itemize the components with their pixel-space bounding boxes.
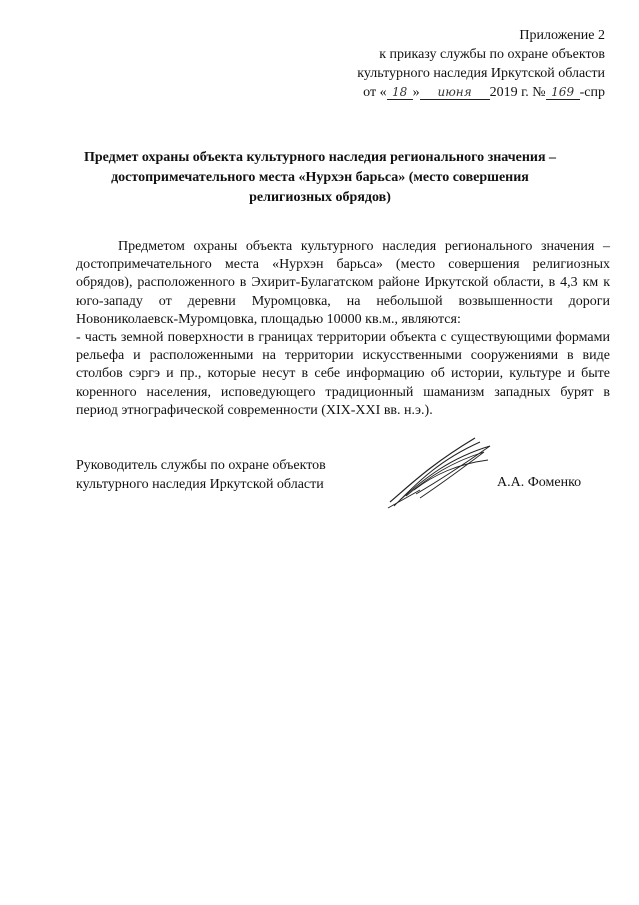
- date-prefix: от «: [363, 85, 387, 100]
- body-paragraph-1: Предметом охраны объекта культурного наследия регионального значения – достопримечательного места «Нурхэн барьса» (место совершения религиозных обрядов), расположенного в Эхирит-Булагатском районе Иркутской области, в 4,3 км к юго-западу от деревни Муромцовка, на небольшой возвышенности дороги Новониколаевск-Муромцовка, площадью 10000 кв.м., являются:: [76, 239, 610, 327]
- appendix-authority: культурного наследия Иркутской области: [357, 66, 605, 81]
- date-month-handwritten: июня: [420, 85, 490, 100]
- title-line-3: религиозных обрядов): [249, 190, 391, 205]
- document-body: [76, 238, 610, 420]
- date-year: 2019 г. №: [489, 85, 546, 100]
- document-title: [60, 148, 580, 208]
- date-day-handwritten: 18: [387, 85, 413, 100]
- signatory-position-line-1: Руководитель службы по охране объектов: [76, 458, 326, 473]
- title-line-2: достопримечательного места «Нурхэн барьса» (место совершения: [111, 170, 529, 185]
- body-paragraph-2: - часть земной поверхности в границах территории объекта с существующими формами рельефа и расположенными на территории искусственными сооружениями в виде столбов сэргэ и пр., которые несут в себе информацию об истории, культуре и быте коренного населения, исповедующего традиционный шаманизм западных бурят в период этнографической современности (XIX-XXI вв. н.э.).: [76, 330, 610, 418]
- title-line-1: Предмет охраны объекта культурного наследия регионального значения –: [83, 150, 557, 165]
- date-mid: »: [412, 85, 420, 100]
- appendix-date-line: [357, 83, 605, 102]
- signatory-name: А.А. Фоменко: [497, 475, 582, 490]
- appendix-title: Приложение 2: [519, 28, 605, 43]
- signatory-position: [76, 456, 326, 494]
- appendix-header: [357, 26, 605, 102]
- order-number-handwritten: 169: [546, 85, 580, 100]
- handwritten-signature: [380, 430, 500, 510]
- signatory-position-line-2: культурного наследия Иркутской области: [76, 477, 324, 492]
- appendix-order-ref: к приказу службы по охране объектов: [379, 47, 605, 62]
- order-suffix: -спр: [579, 85, 605, 100]
